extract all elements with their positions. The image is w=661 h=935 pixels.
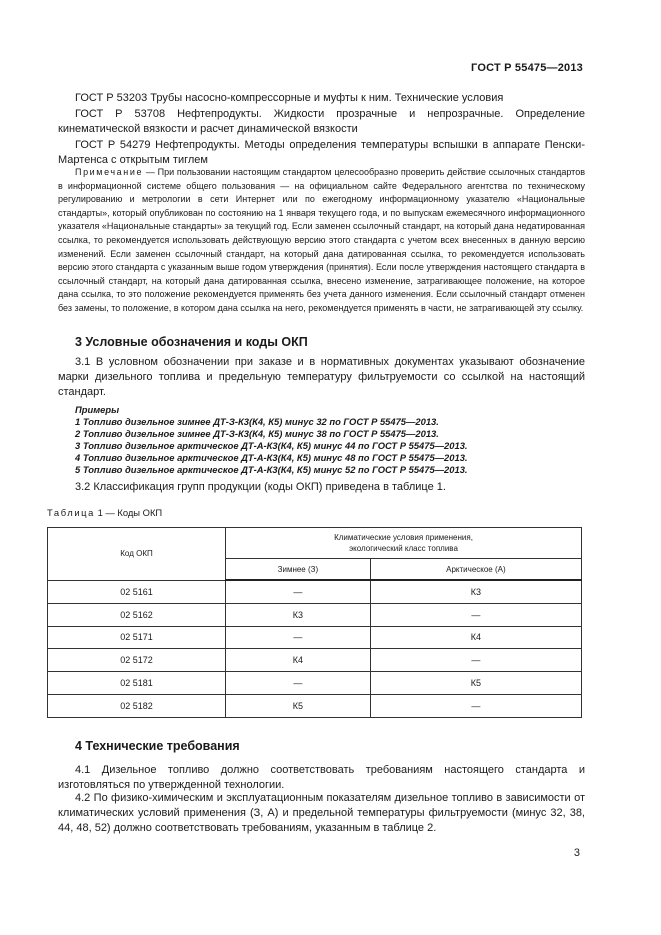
reference-item: ГОСТ Р 54279 Нефтепродукты. Методы определения температуры вспышки в аппарате Пенски-Мартенса с открытым тиглем <box>58 138 585 166</box>
paragraph-text: 4.2 По физико-химическим и эксплуатационным показателям дизельное топливо в зависимости от климатических условий применения (З, А) и предельной температуры фильтруемости (минус 32, 38, 44, 48, 52) должно соответствовать требованиям, указанным в таблице 2. <box>58 792 585 835</box>
cell-code: 02 5161 <box>48 580 226 603</box>
document-code-header: ГОСТ Р 55475—2013 <box>471 62 583 74</box>
header-okp-code: Код ОКП <box>48 528 226 581</box>
section-4-title: 4 Технические требования <box>75 739 240 753</box>
cell-code: 02 5162 <box>48 603 226 626</box>
reference-item: ГОСТ Р 53203 Трубы насосно-компрессорные и муфты к ним. Технические условия <box>75 92 504 104</box>
cell-arctic: К4 <box>370 626 581 649</box>
paragraph-text: 3.2 Классификация групп продукции (коды ОКП) приведена в таблице 1. <box>75 481 446 493</box>
header-arctic: Арктическое (А) <box>370 559 581 581</box>
header-winter: Зимнее (З) <box>226 559 371 581</box>
normative-references <box>58 91 585 169</box>
paragraph-3-2 <box>58 480 585 495</box>
cell-arctic: — <box>370 649 581 672</box>
cell-winter: К4 <box>226 649 371 672</box>
cell-arctic: К3 <box>370 580 581 603</box>
example-item: 5 Топливо дизельное арктическое ДТ-А-К3(К4, К5) минус 52 по ГОСТ Р 55475—2013. <box>75 464 468 475</box>
cell-winter: — <box>226 672 371 695</box>
cell-code: 02 5181 <box>48 672 226 695</box>
paragraph-text: 3.1 В условном обозначении при заказе и в нормативных документах указывают обозначение марки дизельного топлива и предельную температуру фильтруемости со ссылкой на настоящий стандарт. <box>58 356 585 399</box>
table-row <box>48 580 582 603</box>
paragraph-text: 4.1 Дизельное топливо должно соответствовать требованиям настоящего стандарта и изготовляться по утвержденной технологии. <box>58 764 585 792</box>
examples-title: Примеры <box>75 404 120 415</box>
cell-winter: — <box>226 626 371 649</box>
paragraph-3-1 <box>58 355 585 401</box>
reference-item: ГОСТ Р 53708 Нефтепродукты. Жидкости прозрачные и непрозрачные. Определение кинематической вязкости и расчет динамической вязкости <box>58 107 585 135</box>
table-caption-title: 1 — Коды ОКП <box>94 507 163 518</box>
table-row <box>48 626 582 649</box>
note-label: Примечание <box>75 167 144 177</box>
table-row <box>48 694 582 717</box>
header-climate-line1: Климатические условия применения, <box>334 533 473 542</box>
example-item: 3 Топливо дизельное арктическое ДТ-А-К3(К4, К5) минус 44 по ГОСТ Р 55475—2013. <box>75 440 468 451</box>
example-item: 2 Топливо дизельное зимнее ДТ-З-К3(К4, К5) минус 38 по ГОСТ Р 55475—2013. <box>75 428 439 439</box>
cell-arctic: — <box>370 603 581 626</box>
table-caption <box>47 507 162 518</box>
cell-arctic: — <box>370 694 581 717</box>
cell-winter: К5 <box>226 694 371 717</box>
header-climate-group <box>226 528 582 559</box>
cell-winter: — <box>226 580 371 603</box>
cell-code: 02 5171 <box>48 626 226 649</box>
cell-winter: К3 <box>226 603 371 626</box>
section-3-title: 3 Условные обозначения и коды ОКП <box>75 335 308 349</box>
header-climate-line2: экологический класс топлива <box>349 544 458 553</box>
reference-note <box>58 166 585 316</box>
table-row <box>48 672 582 695</box>
note-text: — При пользовании настоящим стандартом целесообразно проверить действие ссылочных стандартов в информационной системе общего пользования — на официальном сайте Федерального агентства по техническому регулированию и метрологии в сети Интернет или по ежегодному информационному указателю «Национальные стандарты», который опубликован по состоянию на 1 января текущего года, и по выпускам ежемесячного информационного указателя «Национальные стандарты» за текущий год. Если заменен ссылочный стандарт, на который дана недатированная ссылка, то рекомендуется использовать действующую версию этого стандарта с учетом всех внесенных в данную версию изменений. Если заменен ссылочный стандарт, на который дана датированная ссылка, то рекомендуется использовать версию этого стандарта с указанным выше годом утверждения (принятия). Если после утверждения настоящего стандарта в ссылочный стандарт, на который дана датированная ссылка, внесено изменение, затрагивающее положение, на которое дана ссылка, то это положение рекомендуется применять без учета данного изменения. Если ссылочный стандарт отменен без замены, то положение, в котором дана ссылка на него, рекомендуется применять в части, не затрагивающей эту ссылку. <box>58 167 585 313</box>
table-caption-label: Таблица <box>47 507 95 518</box>
examples-block <box>75 404 468 476</box>
okp-codes-table <box>47 527 582 718</box>
paragraph-4-2 <box>58 791 585 837</box>
table-row <box>48 649 582 672</box>
example-item: 1 Топливо дизельное зимнее ДТ-З-К3(К4, К5) минус 32 по ГОСТ Р 55475—2013. <box>75 416 439 427</box>
cell-code: 02 5182 <box>48 694 226 717</box>
page-number: 3 <box>573 847 580 859</box>
cell-arctic: К5 <box>370 672 581 695</box>
cell-code: 02 5172 <box>48 649 226 672</box>
example-item: 4 Топливо дизельное арктическое ДТ-А-К3(К4, К5) минус 48 по ГОСТ Р 55475—2013. <box>75 452 468 463</box>
table-row <box>48 603 582 626</box>
paragraph-4-1 <box>58 763 585 793</box>
